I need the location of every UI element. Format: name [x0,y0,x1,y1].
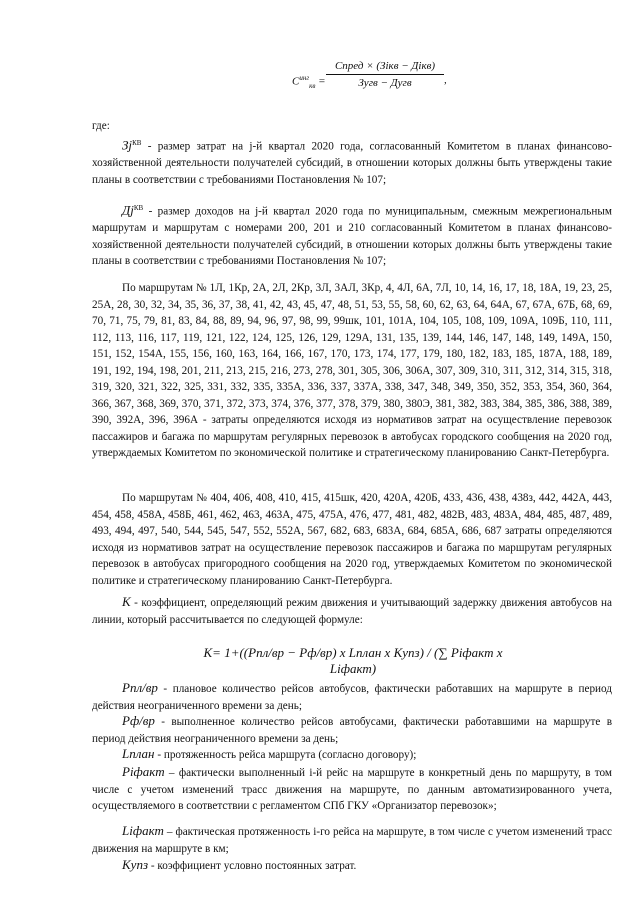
definition-d: $Дj^{КВ}$ - размер доходов на j-й квартал 2020 года по муниципальным, смежным межрегиональным маршрутам и маршрутам с номерами 200, 201 и 210 согласованный Комитетом в планах финансово-хозяйственной деятельности получателей субсидий, в отношении которых должны быть утверждены такие планы в соответствии с требованиями Постановления № 107; [92,202,612,268]
symbol-k: K [122,594,131,609]
definition-k: K - коэффициент, определяющий режим движения и учитывающий задержку движения автобусов на линии, который рассчитывается по следующей формуле: [92,594,612,626]
definition-l: Lплан - протяженность рейса маршрута (согласно договору); [122,746,417,761]
definition-pi: Piфакт – фактически выполненный i-й рейс на маршруте в конкретный день по маршруту, в том числе с учетом изменений трасс движения на маршруте, по данным автоматизированного учета, осуществляемого в соответствии с регламентом СПб ГКУ «Организатор перевозок»; [92,764,612,812]
symbol-z: Зj [122,137,133,153]
definition-li: Liфакт – фактическая протяженность i-го рейса на маршруте, в том числе с учетом изменений трасс движения на маршруте в км; [92,823,612,855]
k-formula: K= 1+((Pпл/вр − Pф/вр) x Lплан x Kупз) / (∑ Piфакт x Liфакт) [203,645,503,676]
routes-city-paragraph: По маршрутам № 1Л, 1Кр, 2А, 2Л, 2Кр, 3Л, 3АЛ, 3Кр, 4, 4Л, 6А, 7Л, 10, 14, 16, 17, 18, 18А, 19, 23, 25, 25А, 28, 30, 32, 34, 35, 36, 37, 38, 41, 42, 43, 45, 47, 48, 51, 53, 55, 58, 60, 62, 63, 64, 64А, 67, 67А, 67Б, 68, 69, 70, 71, 75, 79, 81, 83, 84, 88, 89, 94, 96, 97, 98, 99, 99шк, 101, 101А, 104, 105, 108, 109, 109А, 109Б, 110, 111, 112, 113, 116, 117, 119, 121, 122, 124, 125, 126, 129, 129А, 131, 135, 139, 144, 146, 147, 148, 149, 149А, 150, 151, 152, 154А, 155, 156, 160, 163, 164, 166, 167, 170, 173, 174, 177, 179, 180, 182, 183, 185, 187А, 188, 189, 191, 192, 194, 198, 201, 211, 213, 215, 216, 273, 278, 301, 305, 306, 306А, 307, 309, 310, 311, 312, 314, 315, 318, 319, 320, 321, 322, 325, 331, 332, 335, 335А, 336, 337, 337А, 338, 347, 348, 349, 350, 352, 353, 354, 360, 364, 366, 367, 368, 369, 370, 371, 372, 373, 374, 376, 377, 378, 379, 380, 380Э, 381, 382, 383, 384, 385, 386, 388, 389, 390, 392А, 396, 396А - затраты определяются исходя из нормативов затрат на осуществление перевозок пассажиров и багажа по маршрутам регулярных перевозок в автобусах городского сообщения на 2020 год, утверждаемых Комитетом по экономической политике и стратегическому планированию Санкт-Петербурга. [92,282,612,459]
cost-formula: $C^{инг}_{кв}$ = Cпред × (Зiкв − Дiкв) Зугв − Дугв , [292,60,447,90]
routes-suburban-paragraph: По маршрутам № 404, 406, 408, 410, 415, 415шк, 420, 420А, 420Б, 433, 436, 438, 438з, 442, 442А, 443, 454, 458, 458А, 458Б, 461, 462, 463, 463А, 475, 475А, 476, 477, 481, 482, 482В, 483, 483А, 484, 485, 487, 489, 493, 494, 497, 540, 544, 545, 547, 552, 552А, 567, 682, 683, 683А, 684, 685А, 686, 687 затраты определяются исходя из нормативов затрат на осуществление перевозок пассажиров и багажа по маршрутам регулярных перевозок в автобусах пригородного сообщения на 2020 год, утверждаемых Комитетом по экономической политике и стратегическому планированию Санкт-Петербурга. [92,492,612,587]
definition-pf: Pф/вр - выполненное количество рейсов автобусами, фактически работавшими на маршруте в период действия неограниченного времени за день; [92,713,612,745]
formula-fraction [326,60,444,89]
definition-kup: Kупз - коэффициент условно постоянных затрат. [122,857,357,872]
formula-denominator: Зугв − Дугв [358,77,412,89]
formula-numerator: Cпред × (Зiкв − Дiкв) [334,60,436,72]
definition-z: $Зj^{КВ}$ - размер затрат на j-й квартал 2020 года, согласованный Комитетом в планах финансово-хозяйственной деятельности получателей субсидий, в отношении которых должны быть утверждены такие планы в соответствии с требованиями Постановления № 107; [92,137,612,186]
where-label: где: [92,120,110,132]
fraction-line [326,74,444,75]
formula-lhs: $C^{инг}_{кв}$ = [292,74,326,90]
symbol-d: Дj [122,202,134,218]
definition-ppl: Pпл/вр - плановое количество рейсов автобусов, фактически работавших на маршруте в период действия неограниченного времени за день; [92,680,612,712]
